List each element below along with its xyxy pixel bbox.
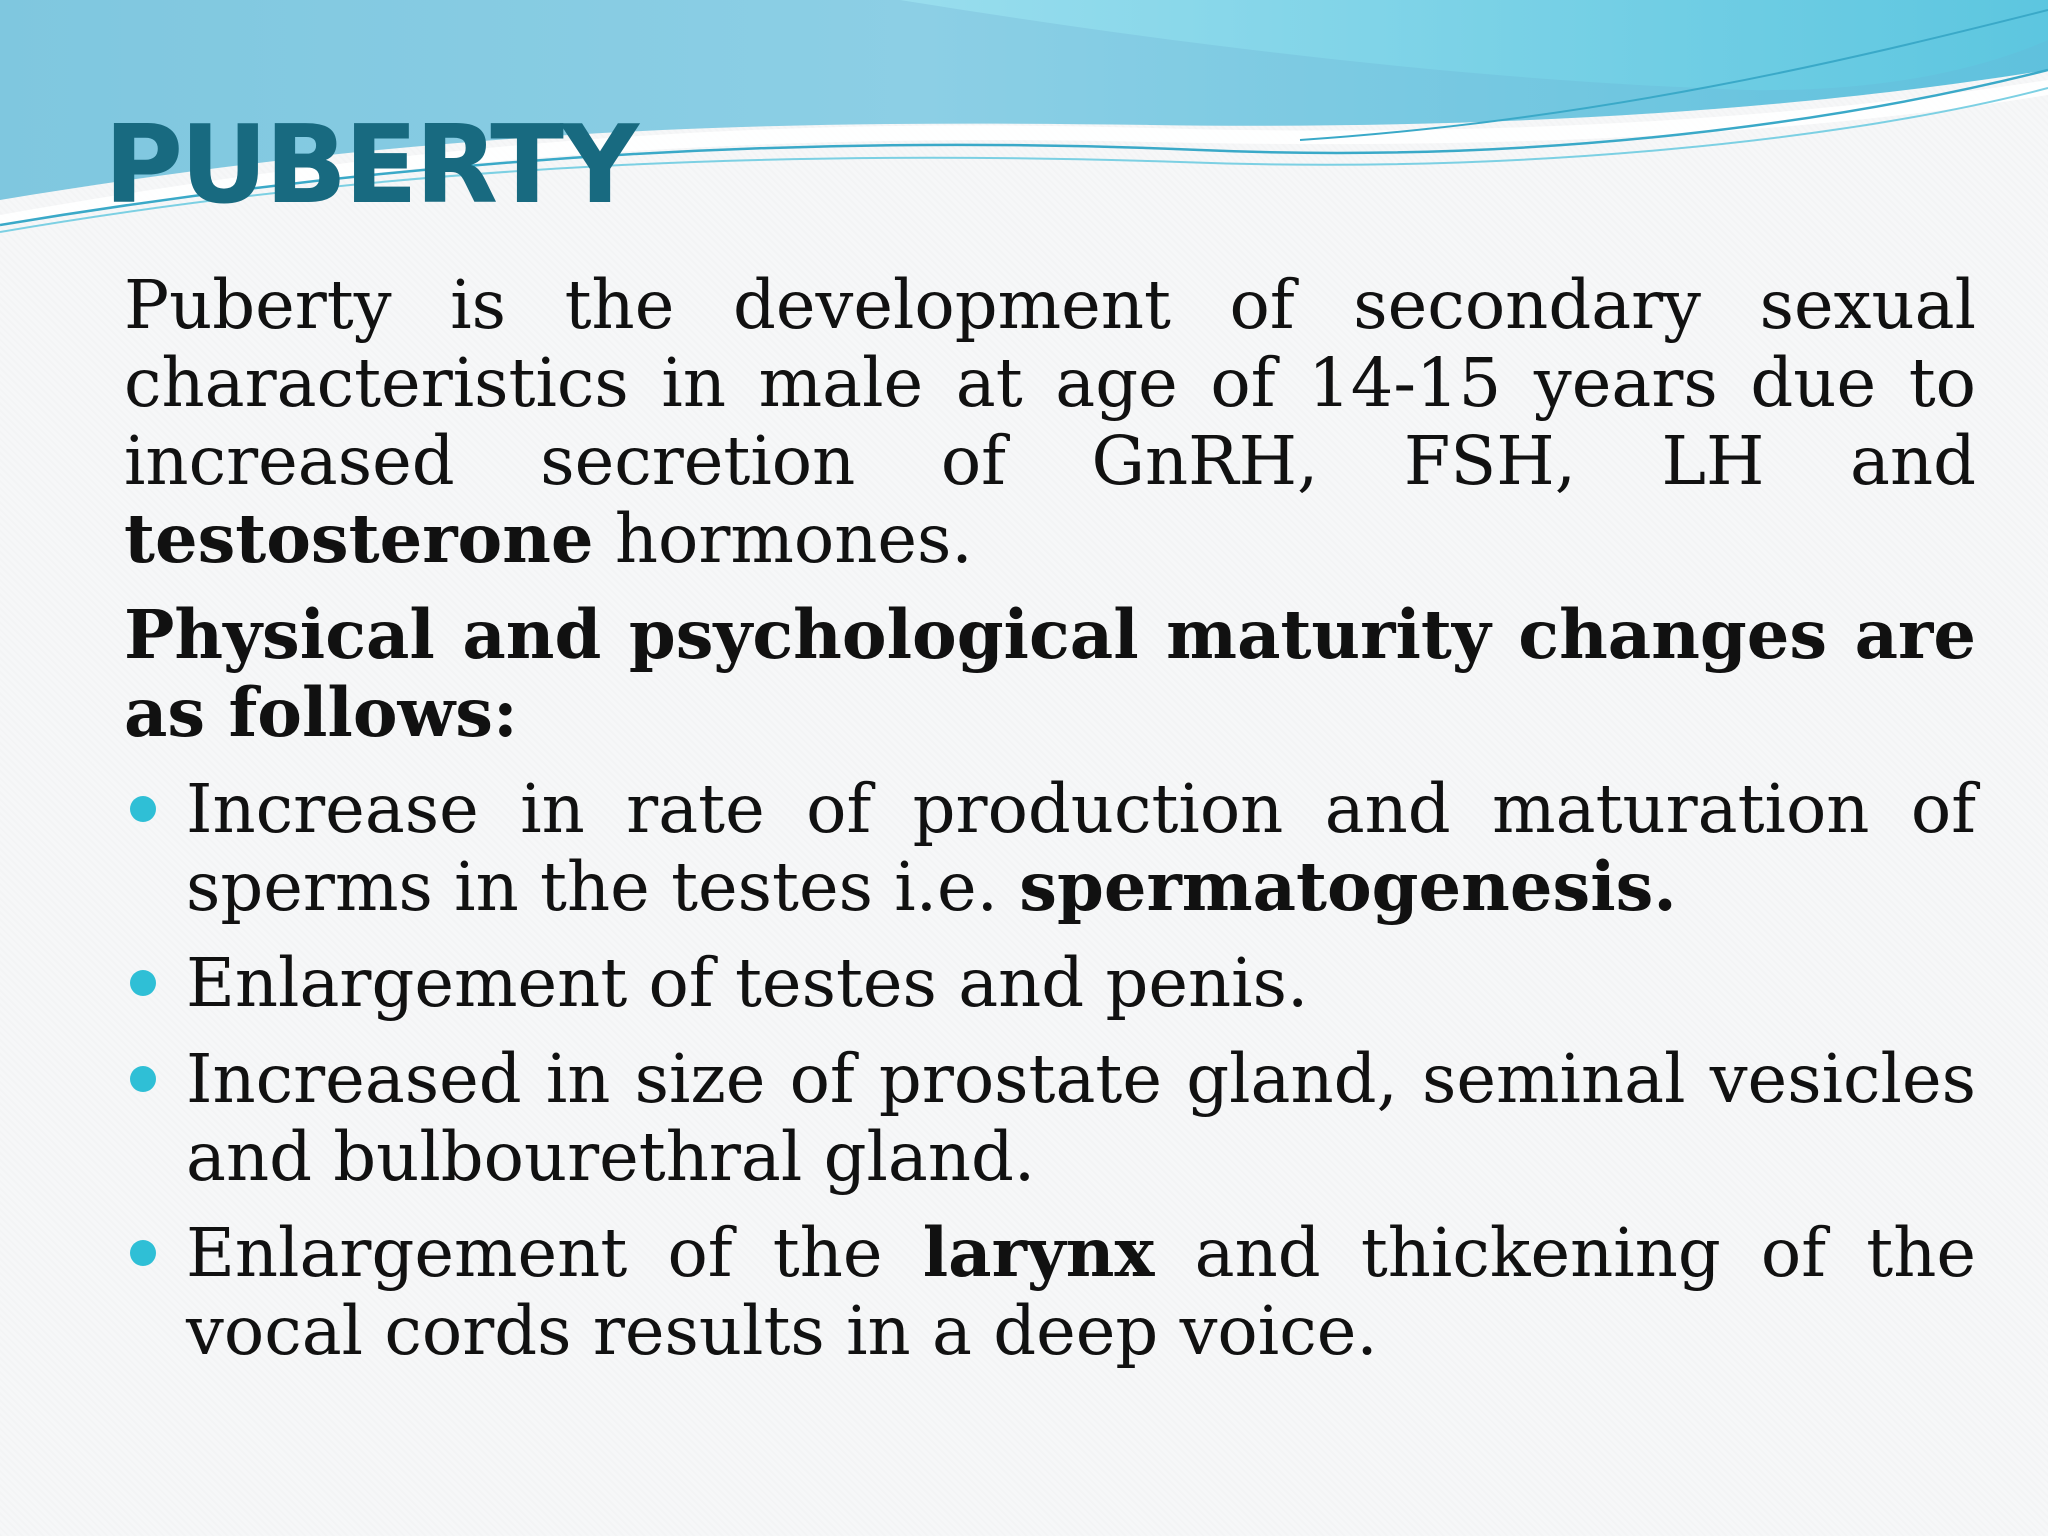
list-item-bold: spermatogenesis. [1019, 847, 1677, 926]
list-item [124, 944, 1976, 1022]
bullet-dot-icon [130, 1066, 156, 1092]
list-item [124, 1214, 1976, 1370]
intro-paragraph [124, 266, 1976, 578]
list-item-text: Enlargement of the [186, 1214, 923, 1292]
slide-body [124, 266, 1976, 1388]
list-item-text-end: and thickening of the vocal cords results in a deep voice. [186, 1214, 1976, 1370]
list-item-text: Increase in rate of production and maturation of sperms in the testes i.e. [186, 770, 1976, 926]
slide-title: PUBERTY [104, 103, 637, 228]
list-item-text: Enlargement of testes and penis. [186, 944, 1309, 1022]
changes-heading: Physical and psychological maturity changes are as follows: [124, 595, 1976, 752]
bullet-dot-icon [130, 970, 156, 996]
bullet-dot-icon [130, 1240, 156, 1266]
list-item [124, 1040, 1976, 1196]
list-item-text: Increased in size of prostate gland, seminal vesicles and bulbourethral gland. [186, 1040, 1976, 1196]
intro-bold-term: testosterone [124, 499, 594, 578]
intro-text-end: hormones. [593, 500, 973, 578]
bullet-dot-icon [130, 796, 156, 822]
intro-text: Puberty is the development of secondary sexual characteristics in male at age of 14-15 years due to increased secretion of GnRH, FSH, LH and [124, 266, 1976, 500]
list-item [124, 770, 1976, 926]
list-item-bold: larynx [922, 1213, 1155, 1292]
changes-list [124, 770, 1976, 1370]
